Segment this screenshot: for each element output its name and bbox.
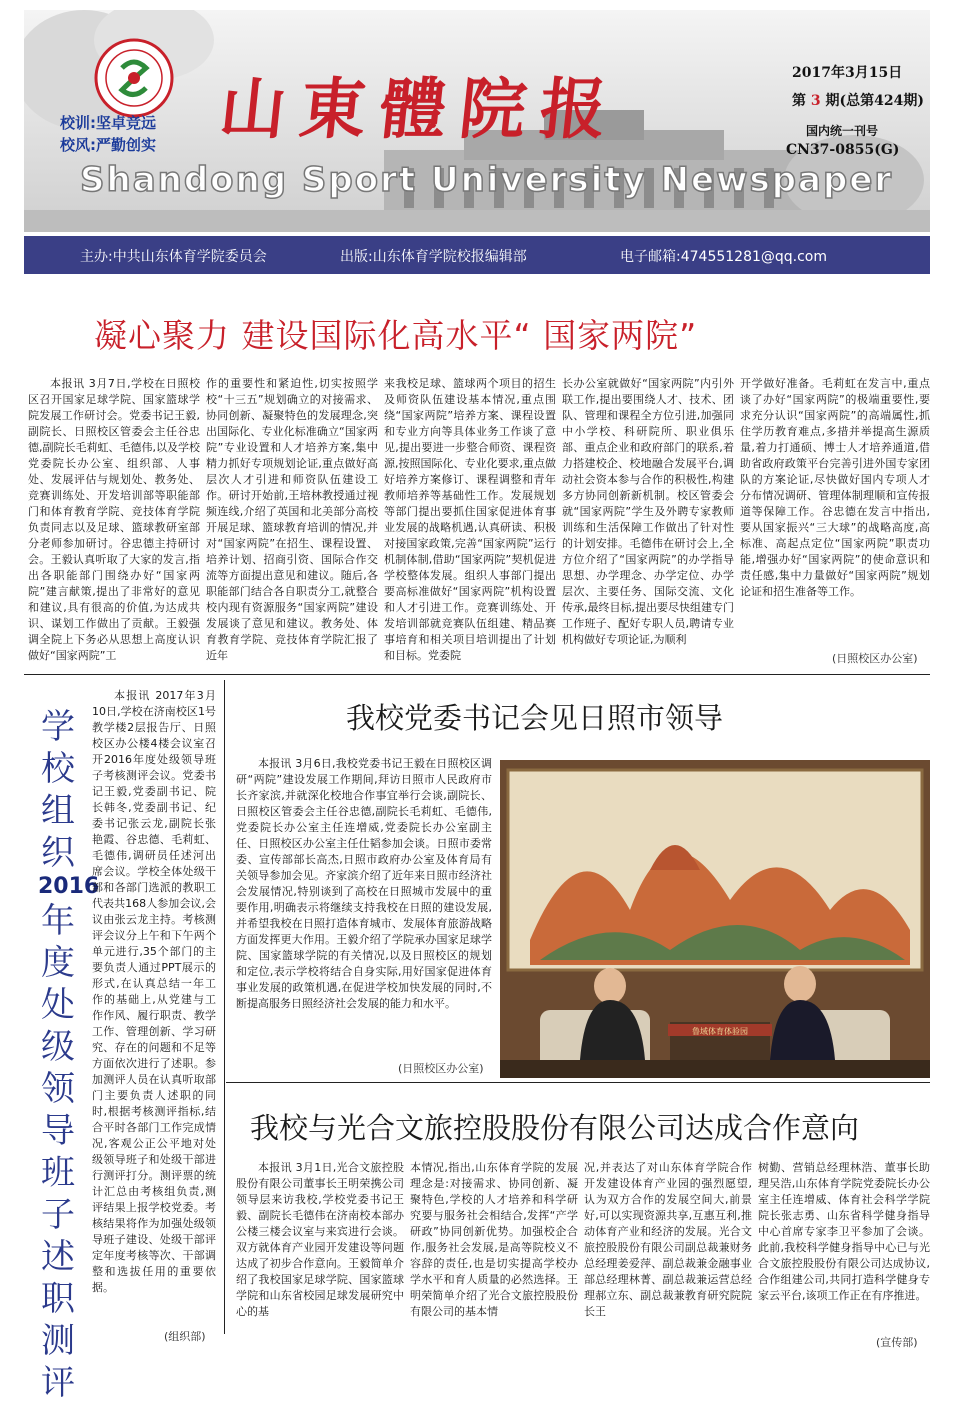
article1-column-4 <box>562 376 734 664</box>
article2-body-text: 本报讯 3月6日,我校党委书记王毅在日照校区调研“两院”建设发展工作期间,拜访日照市人民政府市长齐家滨,并就深化校地合作事宜举行会谈,副院长、日照校区管委会主任谷忠德,副院长毛莉虹、毛德伟,党委院长办公室主任连增威,党委院长办公室副主任、日照校区办公室主任仕韬参加会谈。日照市委常委、宣传部部长高杰,日照市政府办公室及体育局有关领导参加会见。齐家滨介绍了近年来日照市经济社会发展情况,特别谈到了高校在日照城市发展中的重要作用,明确表示将继续支持我校在日照的建设发展,并希望我校在日照打造体育城市、发展体育旅游战略方面发挥更大作用。王毅介绍了学院承办国家足球学院、国家篮球学院的有关情况,以及日照校区的规划和定位,表示学校将结合自身实际,用好国家促进体育事业发展的政策机遇,在促进学校加快发展的同时,不断提高服务日照经济社会发展的能力和水平。 <box>236 757 492 1010</box>
publisher-banner <box>24 236 930 274</box>
section-divider <box>24 674 930 675</box>
publisher-text: 出版:山东体育学院校报编辑部 <box>340 249 527 265</box>
article2-column <box>236 756 492 1056</box>
sidebar-headline-part-b: 年度处级领导班子述职测评 <box>41 901 75 1403</box>
meeting-photo <box>500 760 930 1078</box>
sidebar-headline-year: 2016 <box>38 874 100 899</box>
article1-headline: 凝心聚力 建设国际化高水平“ 国家两院” <box>94 316 698 355</box>
article3-col3-text: 况,并表达了对山东体育学院合作开发建设体育产业园的强烈愿望,认为双方合作的发展空间大,前景好,可以实现资源共享,互惠互利,推动体育产业和经济的发展。光合文旅控股股份有限公司副总裁兼财务总经理姜爱萍、副总裁兼金融事业部总经理林菁、副总裁兼运营总经理郝立东、副总裁兼教育研究院院长王 <box>584 1161 752 1318</box>
article3-credit: (宣传部) <box>876 1336 918 1349</box>
masthead <box>24 10 930 232</box>
article3-column-2 <box>410 1160 578 1350</box>
issue-number-value: 3 <box>810 93 821 109</box>
article1-col1-text: 本报讯 3月7日,学校在日照校区召开国家足球学院、国家篮球学院发展工作研讨会。党委书记王毅,副院长、日照校区管委会主任谷忠德,副院长毛莉虹、毛德伟,以及学校党委院长办公室、组织部、人事处、发展评估与规划处、教务处、竞赛训练处、开发培训部等职能部门和体育教育学院、竞技体育学院负责同志以及足球、篮球教研室部分老师参加研讨。谷忠德主持研讨会。王毅认真听取了大家的发言,指出各职能部门围绕办好“国家两院”建言献策,提出了非常好的意见和建议,具有很高的价值,为达成共识、谋划工作做出了贡献。王毅强调全院上下务必从思想上高度认识做好“国家两院”工 <box>28 377 200 662</box>
article1-column-2 <box>206 376 378 664</box>
sidebar-body-text: 本报讯 2017年3月10日,学校在济南校区1号教学楼2层报告厅、日照校区办公楼4楼会议室召开2016年度处级领导班子考核测评会议。党委书记王毅,党委副书记、院长韩冬,党委副书记、纪委书记张云龙,副院长张艳霞、谷忠德、毛莉虹、毛德伟,调研员任述河出席会议。学校全体处级干部和各部门选派的教职工代表共168人参加会议,会议由张云龙主持。考核测评会议分上午和下午两个单元进行,35个部门的主要负责人通过PPT展示的形式,在认真总结一年工作的基础上,从党建与工作作风、履行职责、教学工作、管理创新、学习研究、存在的问题和不足等方面依次进行了述职。参加测评人员在认真听取部门主要负责人述职的同时,根据考核测评指标,结合平时各部门工作完成情况,客观公正公平地对处级领导班子和处级干部进行测评打分。测评票的统计汇总由考核组负责,测评结果上报学校党委。考核结果将作为加强处级领导班子建设、处级干部评定年度考核等次、干部调整和选拔任用的重要依据。 <box>92 689 216 1294</box>
sidebar-vertical-headline <box>38 706 100 1404</box>
serial-label: 国内统一刊号 <box>806 124 879 138</box>
article1-credit: (日照校区办公室) <box>832 652 918 665</box>
article1-col3-text: 来我校足球、篮球两个项目的招生及师资队伍建设基本情况,重点围绕“国家两院”培养方案、课程设置和专业方向等具体业务工作谈了意见,提出要进一步整合师资、课程资源,按照国际化、专业化要求,重点做好培养方案修订、课程调整和青年教师培养等基础性工作。发展规划等部门提出要抓住国家促进体育事业发展的战略机遇,认真研读、积极对接国家政策,完善“国家两院”运行机制体制,借助“国家两院”契机促进学校整体发展。组织人事部门提出要高标准做好“国家两院”机构设置和人才引进工作。竞赛训练处、开发培训部就竞赛队伍组建、精品赛事培育和相关项目培训提出了计划和目标。党委院 <box>384 377 556 662</box>
motto-school: 校训:坚卓竞远 <box>60 114 156 132</box>
article1-column-1 <box>28 376 200 664</box>
section-divider-2 <box>226 1082 930 1083</box>
article2-headline: 我校党委书记会见日照市领导 <box>346 701 724 735</box>
newspaper-title: 山東體院报 <box>215 70 625 148</box>
article1-col4-text: 长办公室就做好“国家两院”内引外联工作,提出要围绕人才、技术、团队、管理和课程全方位引进,加强同中小学校、科研院所、职业俱乐部、重点企业和政府部门的联系,着力搭建校企、校地融合发展平台,调动社会资本参与合作的积极性,构建多方协同创新新机制。校区管委会就“国家两院”学生及外聘专家教师训练和生活保障工作做出了针对性的计划安排。毛德伟在研讨会上,全方位介绍了“国家两院”的办学指导思想、办学理念、办学定位、办学层次、主要任务、国际交流、文化传承,最终目标,提出要尽快组建专门工作班子、配好专职人员,聘请专业机构做好专项论证,为顺利 <box>562 377 734 646</box>
issue-number <box>792 90 924 110</box>
article3-col1-text: 本报讯 3月1日,光合文旅控股股份有限公司董事长王明荣携公司领导层来访我校,学校党委书记王毅、副院长毛德伟在济南校本部办公楼三楼会议室与来宾进行会谈。双方就体育产业园开发建设等问题达成了初步合作意向。王毅简单介绍了我校国家足球学院、国家篮球学院和山东省校园足球发展研究中心的基 <box>236 1161 404 1318</box>
article3-col4-text: 树勤、营销总经理林浩、董事长助理吴浩,山东体育学院党委院长办公室主任连增威、体育社会科学学院院长张志勇、山东省科学健身指导中心首席专家李卫平参加了会谈。此前,我校科学健身指导中心已与光合文旅控股股份有限公司达成协议,合作组建公司,共同打造科学健身专家云平台,该项工作正在有序推进。 <box>758 1161 930 1302</box>
sidebar-column <box>92 688 216 1326</box>
article3-column-3 <box>584 1160 752 1350</box>
article3-column-4 <box>758 1160 930 1336</box>
sidebar-headline-part-a: 学校组织 <box>41 707 75 873</box>
article3-headline: 我校与光合文旅控股股份有限公司达成合作意向 <box>250 1111 860 1145</box>
article2-credit: (日照校区办公室) <box>398 1062 484 1075</box>
motto-style: 校风:严勤创实 <box>60 136 156 154</box>
issue-date: 2017年3月15日 <box>792 65 903 81</box>
serial-number: CN37-0855(G) <box>786 142 900 158</box>
photo-table-banner: 鲁域体育体验园 <box>692 1027 748 1036</box>
article1-column-5 <box>740 376 930 646</box>
article1-col2-text: 作的重要性和紧迫性,切实按照学校“十三五”规划确立的对接需求、协同创新、凝聚特色的发展理念,突出国际化、专业化标准确立“国家两院”专业设置和人才培养方案,集中精力抓好专项规划论证,重点做好高层次人才引进和师资队伍建设工作。研讨开始前,王培林教授通过视频连线,介绍了英国和北美部分高校开展足球、篮球教育培训的情况,并对“国家两院”在招生、课程设置、培养计划、招商引资、国际合作交流等方面提出意见和建议。随后,各职能部门结合各自职责分工,就整合校内现有资源服务“国家两院”建设发展谈了意见和建议。教务处、体育教育学院、竞技体育学院汇报了近年 <box>206 377 378 662</box>
article1-column-3 <box>384 376 556 664</box>
sidebar-vertical-divider <box>224 680 225 1334</box>
email-text: 电子邮箱:474551281@qq.com <box>620 249 828 265</box>
issue-suffix: 期(总第424期) <box>825 93 924 109</box>
article3-column-1 <box>236 1160 404 1350</box>
sidebar-credit: (组织部) <box>164 1330 206 1343</box>
newspaper-english-title: Shandong Sport University Newspaper <box>80 160 894 200</box>
article1-col5-text: 开学做好准备。毛莉虹在发言中,重点谈了办好“国家两院”的极端重要性,要求充分认识“国家两院”的高端属性,抓住学历教育难点,多措并举提高生源质量,着力打通硕、博士人才培养通道,借助省政府政策平台完善引进外国专家团队的方案论证,尽快做好国内专项人才分布情况调研、管理体制理顺和宣传报道等保障工作。谷忠德在发言中指出,要从国家振兴“三大球”的战略高度,高标准、高起点定位“国家两院”职责功能,增强办好“国家两院”的使命意识和责任感,集中力量做好“国家两院”规划论证和招生准备等工作。 <box>740 377 930 598</box>
issue-prefix: 第 <box>792 93 806 109</box>
article3-col2-text: 本情况,指出,山东体育学院的发展理念是:对接需求、协同创新、凝聚特色,学校的人才培养和科学研究要与服务社会相结合,发挥“产学研政”协同创新优势。加强校企合作,服务社会发展,是高等院校义不容辞的责任,也是切实提高学校办学水平和育人质量的必然选择。王明荣简单介绍了光合文旅控股股份有限公司的基本情 <box>410 1161 578 1318</box>
university-logo-icon <box>94 38 174 118</box>
sponsor-text: 主办:中共山东体育学院委员会 <box>80 249 267 265</box>
